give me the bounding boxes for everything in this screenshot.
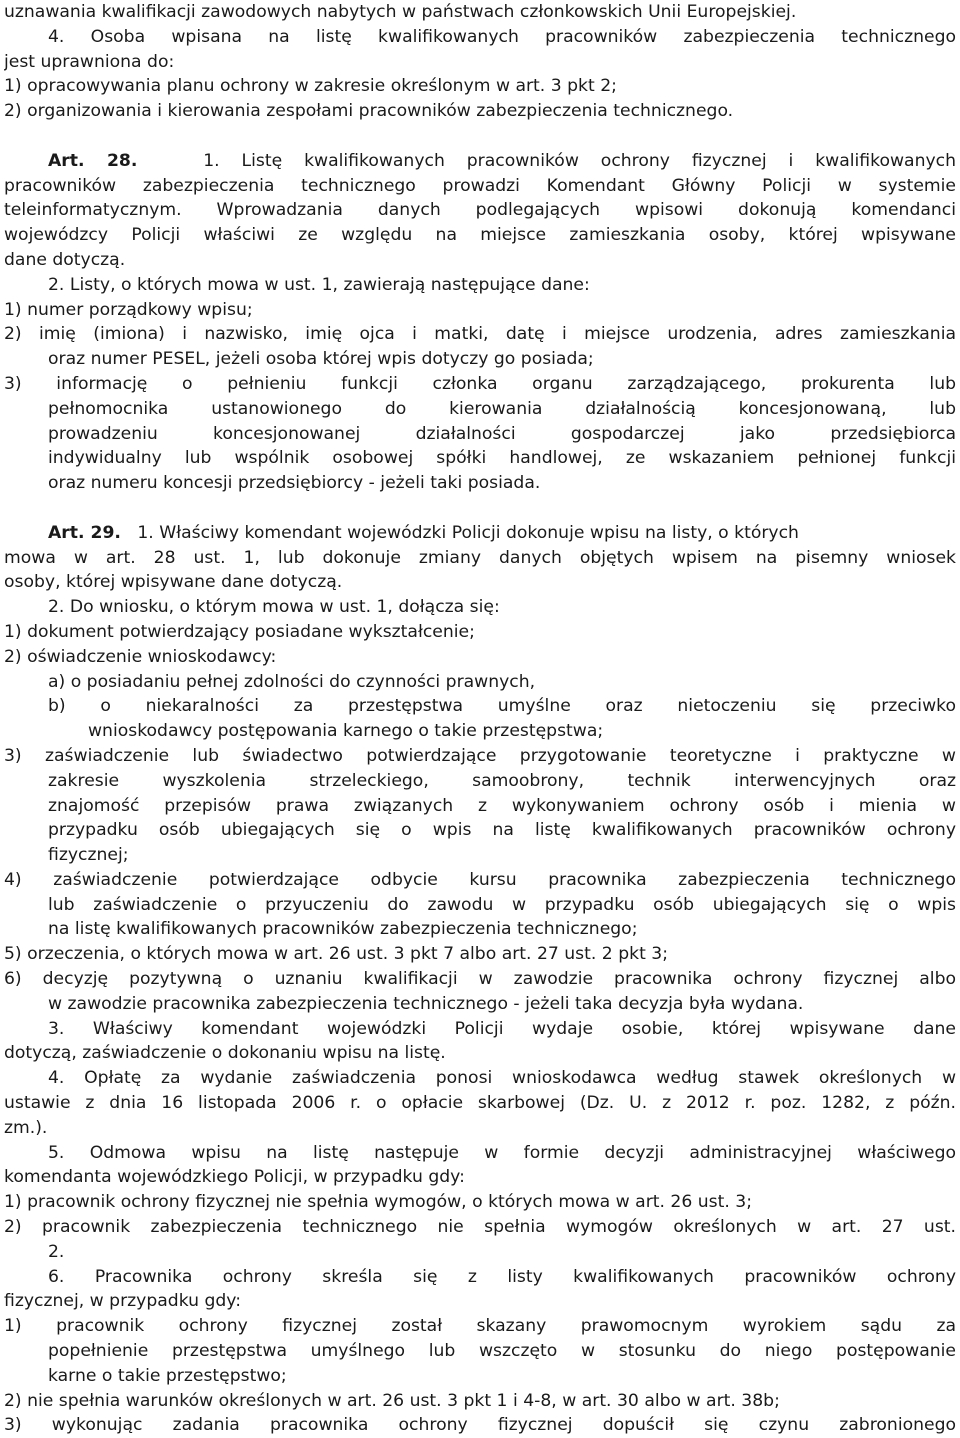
text-line: prowadzeniu koncesjonowanej działalności gospodarczej jako przedsiębiorca: [48, 423, 956, 444]
text-line: 3. Właściwy komendant wojewódzki Policji wydaje osobie, której wpisywane dane: [48, 1018, 956, 1039]
text-line: wnioskodawcy postępowania karnego o takie przestępstwa;: [88, 721, 604, 742]
text-line: zm.).: [4, 1117, 48, 1138]
text-line: a) o posiadaniu pełnej zdolności do czynności prawnych,: [48, 671, 536, 692]
text-line: 1) opracowywania planu ochrony w zakresie określonym w art. 3 pkt 2;: [4, 76, 617, 97]
text-line: 1) pracownik ochrony fizycznej nie spełnia wymogów, o których mowa w art. 26 ust. 3;: [4, 1192, 753, 1213]
text-line: oraz numeru koncesji przedsiębiorcy - jeżeli taki posiada.: [48, 473, 541, 494]
text-line: 2) oświadczenie wnioskodawcy:: [4, 646, 277, 667]
text-line: 4) zaświadczenie potwierdzające odbycie kursu pracownika zabezpieczenia technicznego: [4, 869, 956, 890]
text-line: 1) numer porządkowy wpisu;: [4, 299, 253, 320]
text-line: 2. Do wniosku, o którym mowa w ust. 1, dołącza się:: [48, 597, 500, 618]
text-line: 1. Właściwy komendant wojewódzki Policji dokonuje wpisu na listy, o których: [137, 522, 799, 543]
text-line: 3) zaświadczenie lub świadectwo potwierdzające przygotowanie teoretyczne i praktyczne w: [4, 745, 956, 766]
text-line: ustawie z dnia 16 listopada 2006 r. o opłacie skarbowej (Dz. U. z 2012 r. poz. 1282, z późn.: [4, 1093, 956, 1114]
text-line: 1) pracownik ochrony fizycznej został skazany prawomocnym wyrokiem sądu za: [4, 1316, 956, 1337]
text-line: komendanta wojewódzkiego Policji, w przypadku gdy:: [4, 1167, 465, 1188]
text-line: znajomość przepisów prawa związanych z wykonywaniem ochrony osób i mienia w: [48, 795, 956, 816]
text-line: dane dotyczą.: [4, 249, 126, 270]
text-line: teleinformatycznym. Wprowadzania danych podlegających wpisowi dokonują komendanci: [4, 200, 956, 221]
text-line: popełnienie przestępstwa umyślnego lub wszczęto w stosunku do niego postępowanie: [48, 1341, 956, 1362]
document-page: [4, 0, 956, 1438]
text-line: 2) pracownik zabezpieczenia technicznego nie spełnia wymogów określonych w art. 27 ust.: [4, 1217, 956, 1238]
text-line: jest uprawniona do:: [4, 51, 175, 72]
text-line: karne o takie przestępstwo;: [48, 1365, 287, 1386]
text-line: 3) wykonując zadania pracownika ochrony fizycznej dopuścił się czynu zabronionego: [4, 1415, 956, 1436]
text-line: 2. Listy, o których mowa w ust. 1, zawierają następujące dane:: [48, 274, 590, 295]
text-line: 1) dokument potwierdzający posiadane wykształcenie;: [4, 621, 475, 642]
article-28-line: [4, 149, 956, 174]
text-line: 6. Pracownika ochrony skreśla się z listy kwalifikowanych pracowników ochrony: [48, 1266, 956, 1287]
text-line: na listę kwalifikowanych pracowników zabezpieczenia technicznego;: [48, 919, 638, 940]
blank-line: [4, 124, 956, 149]
text-line: pracowników zabezpieczenia technicznego prowadzi Komendant Główny Policji w systemie: [4, 175, 956, 196]
text-line: 3) informację o pełnieniu funkcji członka organu zarządzającego, prokurenta lub: [4, 373, 956, 394]
text-line: fizycznej, w przypadku gdy:: [4, 1291, 242, 1312]
text-line: zakresie wyszkolenia strzeleckiego, samoobrony, technik interwencyjnych oraz: [48, 770, 956, 791]
article-heading: Art. 29.: [48, 522, 121, 543]
text-line: b) o niekaralności za przestępstwa umyślne oraz nietoczeniu się przeciwko: [48, 696, 956, 717]
text-line: 5) orzeczenia, o których mowa w art. 26 ust. 3 pkt 7 albo art. 27 ust. 2 pkt 3;: [4, 944, 668, 965]
text-line: 4. Osoba wpisana na listę kwalifikowanych pracowników zabezpieczenia technicznego: [48, 26, 956, 47]
text-line: oraz numer PESEL, jeżeli osoba której wpis dotyczy go posiada;: [48, 349, 594, 370]
text-line: pełnomocnika ustanowionego do kierowania działalnością koncesjonowaną, lub: [48, 398, 956, 419]
text-line: 2) organizowania i kierowania zespołami pracowników zabezpieczenia technicznego.: [4, 101, 734, 122]
text-line: 5. Odmowa wpisu na listę następuje w formie decyzji administracyjnej właściwego: [48, 1142, 956, 1163]
article-29-line: [4, 521, 956, 546]
text-line: indywidualny lub wspólnik osobowej spółki handlowej, ze wskazaniem pełnionej funkcji: [48, 448, 956, 469]
text-line: 4. Opłatę za wydanie zaświadczenia ponosi wnioskodawca według stawek określonych w: [48, 1068, 956, 1089]
blank-line: [4, 496, 956, 521]
text-line: dotyczą, zaświadczenie o dokonaniu wpisu na listę.: [4, 1043, 446, 1064]
text-line: w zawodzie pracownika zabezpieczenia technicznego - jeżeli taka decyzja była wydana.: [48, 993, 804, 1014]
text-line: uznawania kwalifikacji zawodowych nabytych w państwach członkowskich Unii Europejskiej.: [4, 2, 797, 22]
text-line: 1. Listę kwalifikowanych pracowników ochrony fizycznej i kwalifikowanych: [203, 150, 956, 171]
text-line: 2.: [48, 1241, 65, 1262]
text-line: wojewódzcy Policji właściwi ze względu na miejsce zamieszkania osoby, której wpisywane: [4, 225, 956, 246]
text-line: 2) imię (imiona) i nazwisko, imię ojca i matki, datę i miejsce urodzenia, adres zamieszkania: [4, 324, 956, 345]
text-line: lub zaświadczenie o przyuczeniu do zawodu w przypadku osób ubiegających się o wpis: [48, 894, 956, 915]
text-line: osoby, której wpisywane dane dotyczą.: [4, 572, 343, 593]
text-line: fizycznej;: [48, 845, 129, 866]
text-line: przypadku osób ubiegających się o wpis na listę kwalifikowanych pracowników ochrony: [48, 820, 956, 841]
text-line: mowa w art. 28 ust. 1, lub dokonuje zmiany danych objętych wpisem na pisemny wniosek: [4, 547, 956, 568]
article-heading: Art. 28.: [48, 150, 138, 171]
text-line: 6) decyzję pozytywną o uznaniu kwalifikacji w zawodzie pracownika ochrony fizycznej albo: [4, 969, 956, 990]
text-line: 2) nie spełnia warunków określonych w art. 26 ust. 3 pkt 1 i 4-8, w art. 30 albo w art. 38b;: [4, 1390, 780, 1411]
